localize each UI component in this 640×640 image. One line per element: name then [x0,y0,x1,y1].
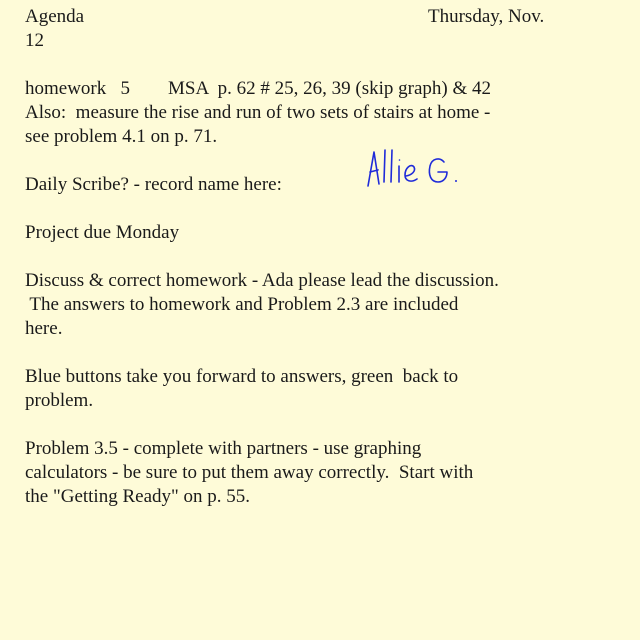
discussion-line-3: here. [25,318,63,339]
project-due: Project due Monday [25,222,180,243]
date-line: Thursday, Nov. [428,6,545,27]
problem-line-3: the "Getting Ready" on p. 55. [25,486,251,507]
homework-line-2: Also: measure the rise and run of two sets of stairs at home - [25,102,491,123]
discussion-line-2: The answers to homework and Problem 2.3 are included [25,294,459,315]
homework-line-1: homework 5 MSA p. 62 # 25, 26, 39 (skip graph) & 42 [25,78,492,99]
buttons-note-line-1: Blue buttons take you forward to answers, green back to [25,366,459,387]
discussion-line-1: Discuss & correct homework - Ada please lead the discussion. [25,270,499,291]
problem-line-1: Problem 3.5 - complete with partners - use graphing [25,438,422,459]
scribe-prompt: Daily Scribe? - record name here: [25,174,282,195]
homework-line-3: see problem 4.1 on p. 71. [25,126,218,147]
problem-line-2: calculators - be sure to put them away correctly. Start with [25,462,474,483]
buttons-note-line-2: problem. [25,390,94,411]
agenda-title: Agenda [25,6,85,27]
handwritten-signature [364,146,484,192]
date-day: 12 [25,30,44,51]
